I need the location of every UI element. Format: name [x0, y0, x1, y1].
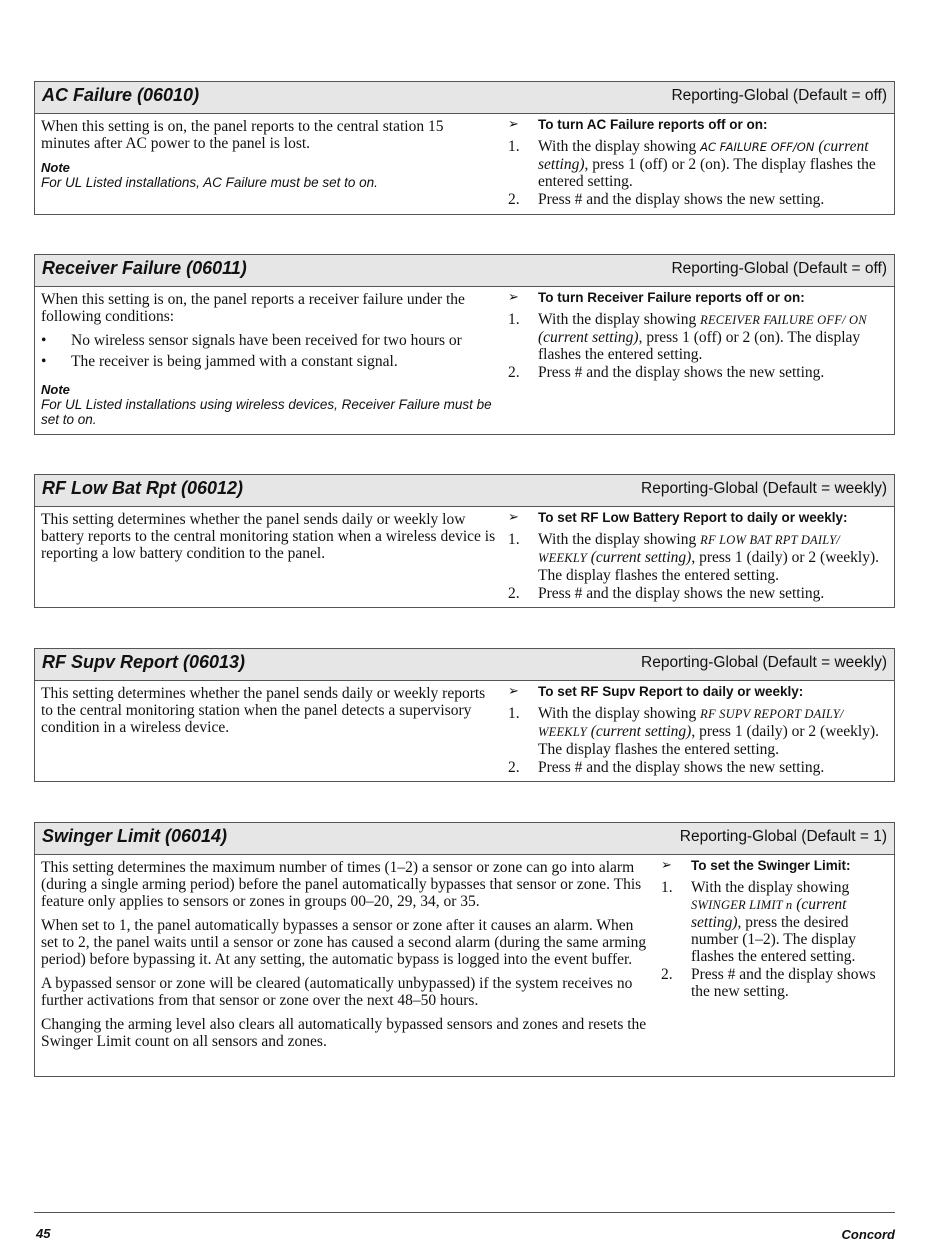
paragraph: When set to 1, the panel automatically bypasses a sensor or zone after it causes an alarm. When set to 2, the panel waits until a sensor or zone has caused a second alarm (during the same arming period) before bypassing it. At any setting, the automatic bypass is logged into the event buffer. [41, 917, 647, 968]
section-description: When this setting is on, the panel reports a receiver failure under the following conditions: [41, 291, 465, 325]
procedure-step: 1. With the display showing RF LOW BAT RPT DAILY/ WEEKLY (current setting), press 1 (daily) or 2 (weekly). The display flashes the entered setting. [508, 531, 880, 584]
section-description-column [41, 859, 651, 1057]
procedure-title: ➢ To set the Swinger Limit: [661, 858, 851, 873]
section-header [35, 82, 894, 114]
procedure-column [508, 289, 890, 382]
section-swinger-limit [34, 822, 895, 1077]
section-header [35, 823, 894, 855]
procedure-step: 1. With the display showing RF SUPV REPORT DAILY/ WEEKLY (current setting), press 1 (daily) or 2 (weekly). The display flashes the entered setting. [508, 705, 880, 758]
section-header [35, 255, 894, 287]
note-heading: Note [41, 382, 70, 397]
list-item: • No wireless sensor signals have been received for two hours or [41, 332, 462, 349]
section-category: Reporting-Global (Default = 1) [679, 828, 887, 845]
section-rf-low-bat-rpt [34, 474, 895, 608]
arrow-icon: ➢ [508, 290, 519, 305]
section-description: When this setting is on, the panel reports to the central station 15 minutes after AC power to the panel is lost. [41, 118, 444, 152]
section-description: This setting determines whether the panel sends daily or weekly reports to the central monitoring station when the panel detects a supervisory condition in a wireless device. [41, 685, 486, 736]
arrow-icon: ➢ [661, 858, 672, 873]
procedure-column [508, 116, 890, 209]
section-title: AC Failure (06010) [42, 85, 200, 105]
section-description-column [41, 291, 496, 427]
procedure-column [508, 509, 890, 603]
display-code: AC FAILURE OFF/ON [700, 140, 815, 154]
display-code: RF LOW BAT RPT DAILY/ WEEKLY [538, 533, 840, 565]
section-title: Receiver Failure (06011) [42, 258, 247, 278]
procedure-title: ➢ To set RF Low Battery Report to daily or weekly: [508, 510, 848, 525]
arrow-icon: ➢ [508, 510, 519, 525]
section-category: Reporting-Global (Default = weekly) [641, 480, 887, 497]
section-title: RF Low Bat Rpt (06012) [42, 478, 244, 498]
procedure-step: 1. With the display showing SWINGER LIMIT n (current setting), press the desired number (1–2). The display flashes the entered setting. [661, 879, 857, 965]
procedure-title: ➢ To turn Receiver Failure reports off or on: [508, 290, 805, 305]
footer-divider [34, 1212, 895, 1213]
page-number: 45 [36, 1226, 51, 1241]
paragraph: A bypassed sensor or zone will be cleared (automatically unbypassed) if the system receives no further activations from that sensor or zone over the next 48–50 hours. [41, 975, 633, 1009]
procedure-title: ➢ To set RF Supv Report to daily or weekly: [508, 684, 804, 699]
note-heading: Note [41, 160, 70, 175]
display-code: SWINGER LIMIT n [691, 898, 793, 912]
paragraph: Changing the arming level also clears all automatically bypassed sensors and zones and resets the Swinger Limit count on all sensors and zones. [41, 1016, 647, 1050]
section-description-column [41, 685, 496, 736]
paragraph: This setting determines the maximum number of times (1–2) a sensor or zone can go into alarm (during a single arming period) before the panel automatically bypasses that sensor or zone. This feature only applies to sensors or zones in groups 00–20, 29, 34, or 35. [41, 859, 642, 910]
procedure-step: 2. Press # and the display shows the new setting. [508, 585, 825, 602]
section-category: Reporting-Global (Default = weekly) [641, 654, 887, 671]
display-code: RECEIVER FAILURE OFF/ ON [700, 313, 867, 327]
product-name: Concord [841, 1227, 895, 1242]
section-category: Reporting-Global (Default = off) [671, 260, 887, 277]
display-code: RF SUPV REPORT DAILY/ WEEKLY [538, 707, 844, 739]
procedure-column [508, 683, 890, 777]
note-text: For UL Listed installations, AC Failure must be set to on. [41, 175, 378, 190]
note-text: For UL Listed installations using wireless devices, Receiver Failure must be set to on. [41, 397, 492, 427]
section-receiver-failure [34, 254, 895, 435]
section-description-column [41, 118, 496, 190]
procedure-step: 2. Press # and the display shows the new setting. [508, 191, 825, 208]
section-title: Swinger Limit (06014) [42, 826, 228, 846]
section-header [35, 649, 894, 681]
section-description-column [41, 511, 496, 562]
procedure-step: 2. Press # and the display shows the new setting. [508, 364, 825, 381]
section-description: This setting determines whether the panel sends daily or weekly low battery reports to the central monitoring station when a wireless device is reporting a low battery condition to the panel. [41, 511, 496, 562]
list-item: • The receiver is being jammed with a constant signal. [41, 353, 398, 370]
procedure-title: ➢ To turn AC Failure reports off or on: [508, 117, 768, 132]
procedure-column [661, 857, 881, 1001]
procedure-step: 1. With the display showing RECEIVER FAILURE OFF/ ON (current setting), press 1 (off) or 2 (on). The display flashes the entered setting. [508, 311, 867, 363]
section-header [35, 475, 894, 507]
section-ac-failure [34, 81, 895, 215]
procedure-step: 2. Press # and the display shows the new setting. [508, 759, 825, 776]
section-rf-supv-report [34, 648, 895, 782]
section-title: RF Supv Report (06013) [42, 652, 246, 672]
section-category: Reporting-Global (Default = off) [671, 87, 887, 104]
procedure-step: 2. Press # and the display shows the new setting. [661, 966, 876, 1000]
procedure-step: 1. With the display showing AC FAILURE OFF/ON (current setting), press 1 (off) or 2 (on). The display flashes the entered setting. [508, 138, 876, 190]
arrow-icon: ➢ [508, 117, 519, 132]
arrow-icon: ➢ [508, 684, 519, 699]
